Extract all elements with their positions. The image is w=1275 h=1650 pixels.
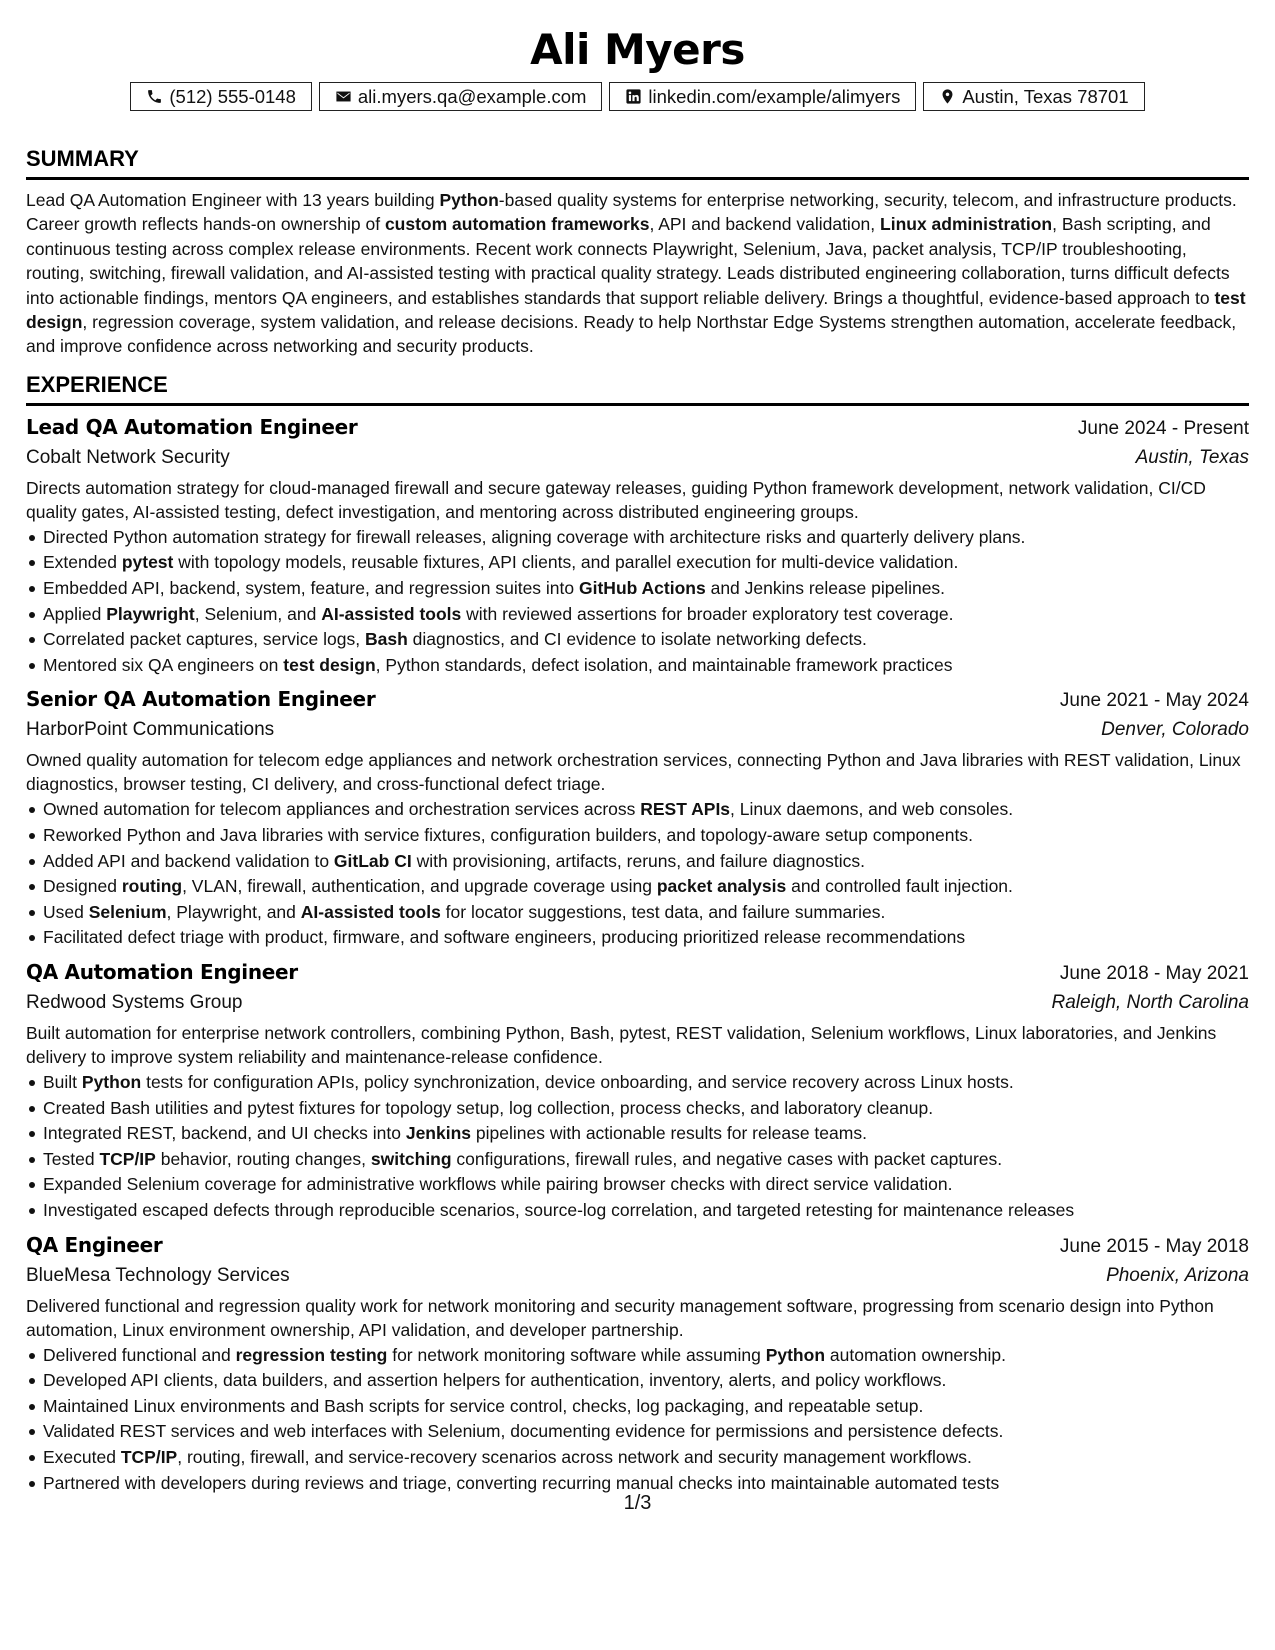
job-title: Senior QA Automation Engineer bbox=[26, 687, 376, 712]
text-run: Mentored six QA engineers on bbox=[43, 654, 284, 675]
text-run: , routing, firewall, and service-recovery scenarios across network and security management workflows. bbox=[177, 1446, 972, 1467]
job-header bbox=[26, 684, 1249, 715]
job-dates: June 2021 - May 2024 bbox=[1059, 690, 1249, 712]
text-run: Applied bbox=[43, 603, 107, 624]
text-run: , Linux daemons, and web consoles. bbox=[730, 799, 1014, 820]
bold-keyword: test design bbox=[26, 287, 1246, 333]
text-run: Lead QA Automation Engineer with 13 years building bbox=[26, 190, 440, 210]
text-run: Reworked Python and Java libraries with service fixtures, configuration builders, and topology-aware setup components. bbox=[43, 825, 973, 845]
list-item bbox=[43, 1070, 1249, 1096]
bold-keyword: Selenium bbox=[88, 901, 167, 922]
text-run: , Selenium, and bbox=[194, 603, 322, 624]
bold-keyword: Bash bbox=[364, 629, 408, 650]
job-location: Raleigh, North Carolina bbox=[1051, 991, 1249, 1013]
text-run: tests for configuration APIs, policy synchronization, device onboarding, and service recovery across Linux hosts. bbox=[141, 1071, 1014, 1092]
text-run: Validated REST services and web interfaces with Selenium, documenting evidence for permissions and persistence defects. bbox=[43, 1421, 1004, 1442]
job-location: Denver, Colorado bbox=[1101, 719, 1249, 741]
contact-linkedin[interactable] bbox=[609, 82, 916, 111]
contact-email-text: ali.myers.qa@example.com bbox=[357, 85, 587, 107]
bold-keyword: AI-assisted tools bbox=[300, 901, 441, 922]
bold-keyword: custom automation frameworks bbox=[384, 214, 650, 235]
candidate-name: Ali Myers bbox=[530, 25, 745, 74]
text-run: and controlled fault injection. bbox=[786, 876, 1013, 897]
text-run: with provisioning, artifacts, reruns, and failure diagnostics. bbox=[411, 850, 865, 871]
contact-location[interactable] bbox=[923, 82, 1144, 111]
list-item bbox=[43, 653, 1249, 679]
text-run: Correlated packet captures, service logs, bbox=[43, 629, 365, 650]
experience-heading: EXPERIENCE bbox=[26, 373, 1249, 406]
list-item bbox=[43, 797, 1249, 823]
text-run: , regression coverage, system validation, and release decisions. Ready to help Northstar Edge Systems strengthen automation, accelerate feedback, and improve confidence across networking and security products. bbox=[26, 312, 1237, 357]
text-run: Extended bbox=[43, 552, 122, 573]
list-item bbox=[43, 627, 1249, 653]
text-run: Developed API clients, data builders, and assertion helpers for authentication, inventory, alerts, and policy workflows. bbox=[43, 1370, 947, 1391]
job-subheader bbox=[26, 443, 1249, 473]
company-name: BlueMesa Technology Services bbox=[26, 1264, 290, 1286]
text-run: with reviewed assertions for broader exploratory test coverage. bbox=[461, 603, 954, 624]
list-item bbox=[43, 1198, 1249, 1224]
text-run: Designed bbox=[43, 876, 122, 897]
bold-keyword: Jenkins bbox=[405, 1123, 472, 1144]
map-pin-icon bbox=[939, 88, 956, 105]
text-run: Executed bbox=[43, 1446, 121, 1467]
text-run: , Playwright, and bbox=[166, 901, 301, 922]
text-run: Investigated escaped defects through reproducible scenarios, source-log correlation, and targeted retesting for maintenance releases bbox=[43, 1199, 1075, 1220]
resume-page bbox=[26, 0, 1249, 1496]
bold-keyword: Python bbox=[765, 1344, 826, 1365]
text-run: with topology models, reusable fixtures, API clients, and parallel execution for multi-device validation. bbox=[173, 552, 959, 573]
job-title: Lead QA Automation Engineer bbox=[26, 414, 358, 439]
bold-keyword: test design bbox=[283, 654, 376, 675]
job-dates: June 2024 - Present bbox=[1077, 417, 1249, 439]
job-location: Austin, Texas bbox=[1135, 446, 1249, 468]
text-run: Used bbox=[43, 901, 89, 922]
job-dates: June 2018 - May 2021 bbox=[1059, 962, 1249, 984]
text-run: Directed Python automation strategy for firewall releases, aligning coverage with architecture risks and quarterly delivery plans. bbox=[43, 526, 1026, 547]
job-header bbox=[26, 412, 1249, 443]
text-run: automation ownership. bbox=[825, 1344, 1006, 1365]
company-name: HarborPoint Communications bbox=[26, 719, 275, 741]
contact-phone[interactable] bbox=[130, 82, 312, 111]
bold-keyword: switching bbox=[370, 1148, 452, 1169]
summary-heading: SUMMARY bbox=[26, 147, 1249, 180]
bold-keyword: TCP/IP bbox=[120, 1446, 178, 1467]
job-bullets bbox=[26, 797, 1249, 951]
list-item bbox=[43, 576, 1249, 602]
bold-keyword: REST APIs bbox=[640, 799, 731, 820]
text-run: pipelines with actionable results for release teams. bbox=[471, 1123, 867, 1144]
experience-section bbox=[26, 373, 1249, 1496]
bold-keyword: TCP/IP bbox=[99, 1148, 156, 1169]
bold-keyword: AI-assisted tools bbox=[321, 603, 462, 624]
bold-keyword: GitHub Actions bbox=[579, 578, 706, 599]
text-run: Added API and backend validation to bbox=[43, 850, 334, 871]
list-item bbox=[43, 1394, 1249, 1420]
list-item bbox=[43, 823, 1249, 849]
list-item bbox=[43, 1147, 1249, 1173]
bold-keyword: Python bbox=[81, 1071, 142, 1092]
text-run: Owned automation for telecom appliances and orchestration services across bbox=[43, 799, 641, 820]
text-run: -based quality systems for enterprise networking, security, telecom, and infrastructure products. Career growth reflects hands-on ownership of bbox=[26, 190, 1237, 235]
page-number: 1/3 bbox=[623, 1492, 652, 1514]
text-run: , Bash scripting, and continuous testing across complex release environments. Recent work connects Playwright, Selenium, Java, packet analysis, TCP/IP troubleshooting, routing, switching, firewall validation, and AI-assisted testing with practical quality strategy. Leads distributed engineering collaboration, turns difficult defects into actionable findings, mentors QA engineers, and establishes standards that support reliable delivery. Brings a thoughtful, evidence-based approach to bbox=[26, 214, 1230, 308]
job-entry bbox=[26, 684, 1249, 951]
job-title: QA Engineer bbox=[26, 1232, 163, 1257]
text-run: Built bbox=[43, 1071, 82, 1092]
text-run: configurations, firewall rules, and negative cases with packet captures. bbox=[451, 1148, 1003, 1169]
job-header bbox=[26, 957, 1249, 988]
job-list bbox=[26, 412, 1249, 1496]
list-item bbox=[43, 525, 1249, 551]
text-run: , API and backend validation, bbox=[649, 214, 881, 235]
bold-keyword: pytest bbox=[121, 552, 174, 573]
envelope-icon bbox=[335, 88, 352, 105]
list-item bbox=[43, 602, 1249, 628]
summary-section bbox=[26, 147, 1249, 359]
linkedin-icon bbox=[625, 88, 642, 105]
job-location: Phoenix, Arizona bbox=[1106, 1264, 1249, 1286]
job-subheader bbox=[26, 988, 1249, 1018]
job-description: Directs automation strategy for cloud-managed firewall and secure gateway releases, guiding Python framework development, network validation, CI/CD quality gates, AI-assisted testing, defect investigation, and mentoring across distributed engineering groups. bbox=[26, 477, 1206, 522]
job-description: Built automation for enterprise network controllers, combining Python, Bash, pytest, REST validation, Selenium workflows, Linux laboratories, and Jenkins delivery to improve system reliability and maintenance-release confidence. bbox=[26, 1022, 1217, 1067]
job-description: Delivered functional and regression quality work for network monitoring and security management software, progressing from scenario design into Python automation, Linux environment ownership, API validation, and developer partnership. bbox=[26, 1295, 1214, 1340]
list-item bbox=[43, 900, 1249, 926]
list-item bbox=[43, 874, 1249, 900]
text-run: diagnostics, and CI evidence to isolate networking defects. bbox=[407, 629, 867, 650]
text-run: Created Bash utilities and pytest fixtures for topology setup, log collection, process checks, and laboratory cleanup. bbox=[43, 1097, 934, 1118]
list-item bbox=[43, 1445, 1249, 1471]
job-dates: June 2015 - May 2018 bbox=[1059, 1235, 1249, 1257]
job-title: QA Automation Engineer bbox=[26, 959, 298, 984]
summary-text bbox=[26, 188, 1249, 359]
phone-icon bbox=[146, 88, 163, 105]
text-run: Facilitated defect triage with product, firmware, and software engineers, producing prioritized release recommendations bbox=[43, 927, 966, 948]
job-subheader bbox=[26, 1261, 1249, 1291]
list-item bbox=[43, 1096, 1249, 1122]
job-bullets bbox=[26, 1343, 1249, 1497]
text-run: , VLAN, firewall, authentication, and upgrade coverage using bbox=[182, 876, 657, 897]
bold-keyword: Linux administration bbox=[880, 214, 1053, 235]
contact-location-text: Austin, Texas 78701 bbox=[962, 85, 1129, 107]
list-item bbox=[43, 1172, 1249, 1198]
text-run: Delivered functional and bbox=[43, 1344, 236, 1365]
contact-bar bbox=[26, 82, 1249, 111]
list-item bbox=[43, 1368, 1249, 1394]
company-name: Redwood Systems Group bbox=[26, 991, 243, 1013]
text-run: Integrated REST, backend, and UI checks into bbox=[43, 1123, 406, 1144]
text-run: Expanded Selenium coverage for administrative workflows while pairing browser checks with direct service validation. bbox=[43, 1174, 953, 1195]
list-item bbox=[43, 1343, 1249, 1369]
job-entry bbox=[26, 957, 1249, 1224]
text-run: Tested bbox=[43, 1148, 100, 1169]
job-subheader bbox=[26, 715, 1249, 745]
text-run: Maintained Linux environments and Bash scripts for service control, checks, log packaging, and repeatable setup. bbox=[43, 1395, 924, 1416]
job-bullets bbox=[26, 1070, 1249, 1224]
job-entry bbox=[26, 1230, 1249, 1497]
list-item bbox=[43, 550, 1249, 576]
job-bullets bbox=[26, 525, 1249, 679]
bold-keyword: Playwright bbox=[106, 603, 195, 624]
text-run: behavior, routing changes, bbox=[155, 1148, 371, 1169]
text-run: , Python standards, defect isolation, and maintainable framework practices bbox=[375, 654, 953, 675]
job-description: Owned quality automation for telecom edge appliances and network orchestration services, connecting Python and Java libraries with REST validation, Linux diagnostics, browser testing, CI delivery, and cross-functional defect triage. bbox=[26, 750, 1241, 795]
list-item bbox=[43, 1419, 1249, 1445]
contact-email[interactable] bbox=[319, 82, 603, 111]
text-run: Partnered with developers during reviews and triage, converting recurring manual checks into maintainable automated tests bbox=[43, 1472, 1000, 1493]
list-item bbox=[43, 849, 1249, 875]
bold-keyword: packet analysis bbox=[656, 876, 787, 897]
job-header bbox=[26, 1230, 1249, 1261]
contact-phone-text: (512) 555-0148 bbox=[169, 85, 296, 107]
text-run: for network monitoring software while assuming bbox=[387, 1344, 766, 1365]
bold-keyword: Python bbox=[439, 190, 499, 210]
bold-keyword: regression testing bbox=[235, 1344, 388, 1365]
list-item bbox=[43, 1121, 1249, 1147]
text-run: Embedded API, backend, system, feature, and regression suites into bbox=[43, 578, 579, 599]
bold-keyword: routing bbox=[121, 876, 183, 897]
job-entry bbox=[26, 412, 1249, 679]
company-name: Cobalt Network Security bbox=[26, 446, 230, 468]
text-run: for locator suggestions, test data, and failure summaries. bbox=[440, 901, 886, 922]
contact-linkedin-text: linkedin.com/example/alimyers bbox=[648, 85, 901, 107]
bold-keyword: GitLab CI bbox=[333, 850, 412, 871]
list-item bbox=[43, 925, 1249, 951]
text-run: and Jenkins release pipelines. bbox=[705, 578, 946, 599]
